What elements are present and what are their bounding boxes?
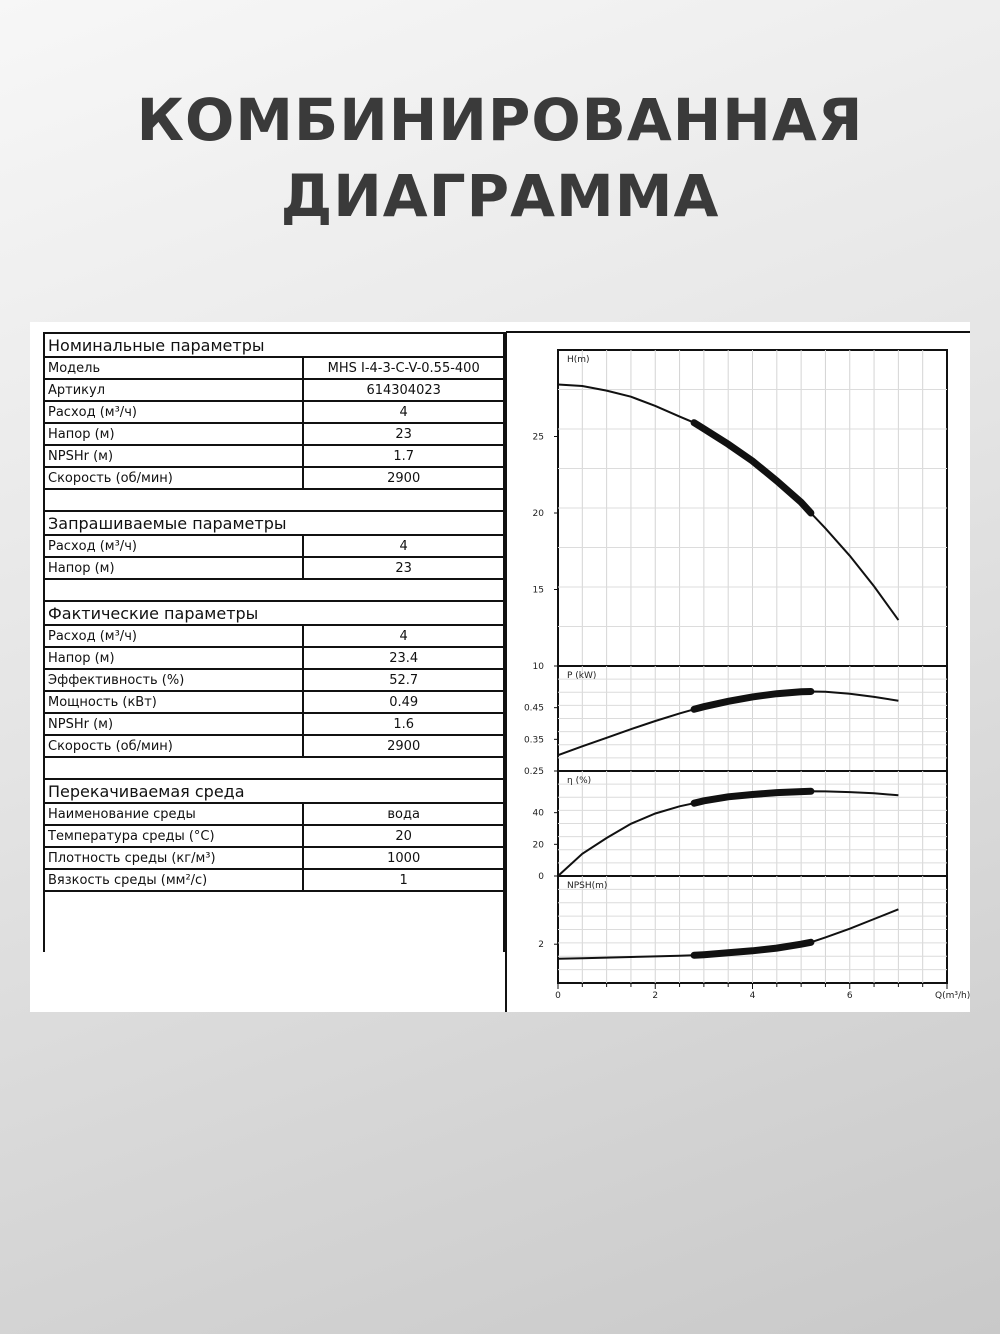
param-value: 23: [303, 423, 504, 445]
y-tick-label: 20: [532, 509, 544, 519]
param-value: 52.7: [303, 669, 504, 691]
param-value: 20: [303, 825, 504, 847]
y-tick-label: 25: [532, 432, 544, 443]
param-value: 1.6: [303, 713, 504, 735]
x-tick-label: 6: [846, 991, 853, 1001]
param-label: Напор (м): [44, 647, 303, 669]
param-value: MHS I-4-3-C-V-0.55-400: [303, 357, 504, 379]
param-label: NPSHr (м): [44, 445, 303, 467]
y-tick-label: 2: [538, 940, 544, 951]
param-label: Модель: [44, 357, 303, 379]
y-axis-label-power: P (kW): [567, 671, 597, 681]
x-axis-label: Q(m³/h): [935, 991, 970, 1001]
param-label: Вязкость среды (мм²/с): [44, 869, 303, 891]
datasheet: [30, 322, 970, 1012]
y-tick-label: 10: [532, 662, 544, 672]
param-label: Расход (м³/ч): [44, 625, 303, 647]
y-tick-label: 0: [538, 872, 544, 882]
param-label: Расход (м³/ч): [44, 535, 303, 557]
y-tick-label: 40: [532, 808, 544, 819]
param-label: Мощность (кВт): [44, 691, 303, 713]
param-value: 1000: [303, 847, 504, 869]
param-value: 23.4: [303, 647, 504, 669]
section-heading: Перекачиваемая среда: [44, 779, 504, 803]
param-label: Температура среды (°C): [44, 825, 303, 847]
page-title-line-1: КОМБИНИРОВАННАЯ: [136, 86, 864, 154]
y-tick-label: 0.25: [523, 767, 544, 777]
x-tick-label: 4: [749, 991, 756, 1001]
param-label: Наименование среды: [44, 803, 303, 825]
param-value: 1: [303, 869, 504, 891]
param-value: 2900: [303, 735, 504, 757]
section-heading: Фактические параметры: [44, 601, 504, 625]
y-tick-label: 20: [532, 840, 544, 851]
param-label: Скорость (об/мин): [44, 735, 303, 757]
section-heading: Номинальные параметры: [44, 333, 504, 357]
y-axis-label-npsh: NPSH(m): [567, 881, 608, 891]
param-label: Скорость (об/мин): [44, 467, 303, 489]
section-heading: Запрашиваемые параметры: [44, 511, 504, 535]
y-tick-label: 0.35: [523, 735, 544, 746]
param-value: 4: [303, 535, 504, 557]
param-label: Артикул: [44, 379, 303, 401]
y-tick-label: 15: [532, 585, 544, 596]
y-axis-label-head: H(m): [567, 355, 590, 365]
param-value: 4: [303, 401, 504, 423]
param-label: Напор (м): [44, 423, 303, 445]
param-label: Эффективность (%): [44, 669, 303, 691]
param-label: Напор (м): [44, 557, 303, 579]
page-title-line-2: ДИАГРАММА: [280, 162, 720, 230]
y-axis-label-efficiency: η (%): [567, 776, 592, 786]
x-tick-label: 0: [555, 991, 561, 1001]
param-value: 4: [303, 625, 504, 647]
x-tick-label: 2: [652, 991, 659, 1001]
param-value: 2900: [303, 467, 504, 489]
param-label: Плотность среды (кг/м³): [44, 847, 303, 869]
param-label: Расход (м³/ч): [44, 401, 303, 423]
param-value: 1.7: [303, 445, 504, 467]
param-value: 614304023: [303, 379, 504, 401]
param-value: вода: [303, 803, 504, 825]
y-tick-label: 0.45: [523, 703, 544, 714]
pump-performance-chart: [30, 322, 970, 1012]
param-value: 23: [303, 557, 504, 579]
param-label: NPSHr (м): [44, 713, 303, 735]
param-value: 0.49: [303, 691, 504, 713]
